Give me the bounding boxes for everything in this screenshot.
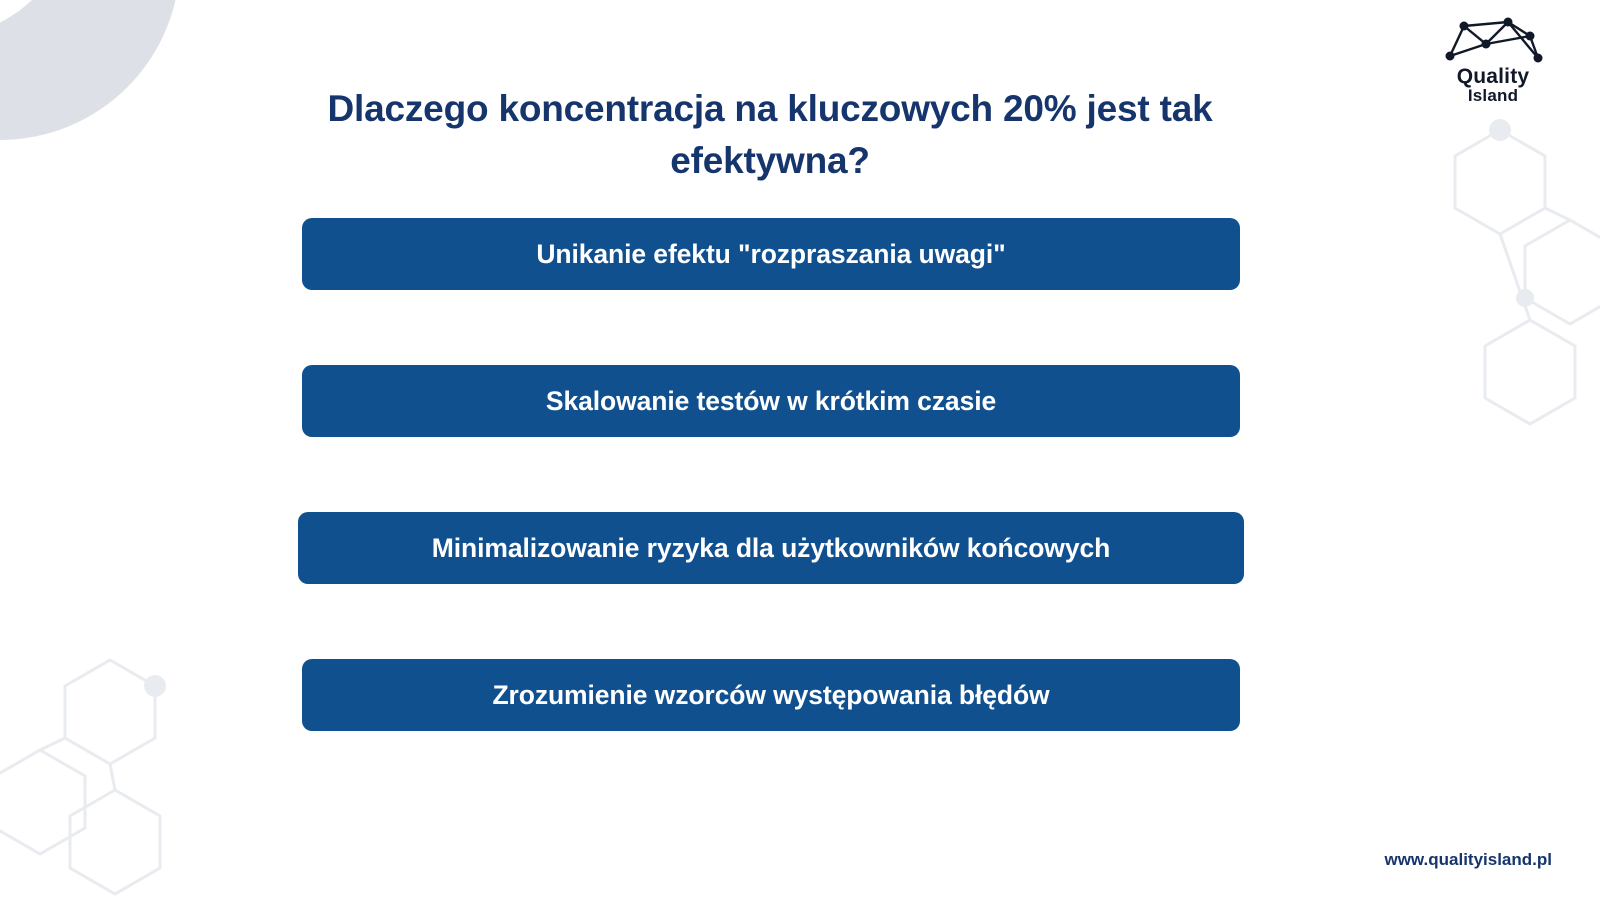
benefit-bar-list <box>302 218 1240 731</box>
decorative-hexagons-left <box>0 640 240 900</box>
benefit-bar-label: Zrozumienie wzorców występowania błędów <box>492 679 1050 710</box>
benefit-bar <box>298 512 1244 584</box>
benefit-bar <box>302 218 1240 290</box>
benefit-bar-label: Minimalizowanie ryzyka dla użytkowników końcowych <box>431 532 1111 563</box>
logo-text-line2: Island <box>1467 86 1519 106</box>
page-title: Dlaczego koncentracja na kluczowych 20% jest tak efektywna? <box>327 87 1213 182</box>
decorative-quarter-circle <box>0 0 180 140</box>
benefit-bar-label: Unikanie efektu "rozpraszania uwagi" <box>536 238 1006 269</box>
logo <box>1434 14 1552 110</box>
network-nodes-icon <box>1434 14 1552 66</box>
footer-website-url: www.qualityisland.pl <box>1384 850 1552 869</box>
decorative-hexagons-right <box>1380 110 1600 440</box>
logo-text <box>1434 66 1552 105</box>
benefit-bar <box>302 659 1240 731</box>
logo-text-line1: Quality <box>1456 65 1530 88</box>
benefit-bar <box>302 365 1240 437</box>
benefit-bar-label: Skalowanie testów w krótkim czasie <box>545 385 997 416</box>
